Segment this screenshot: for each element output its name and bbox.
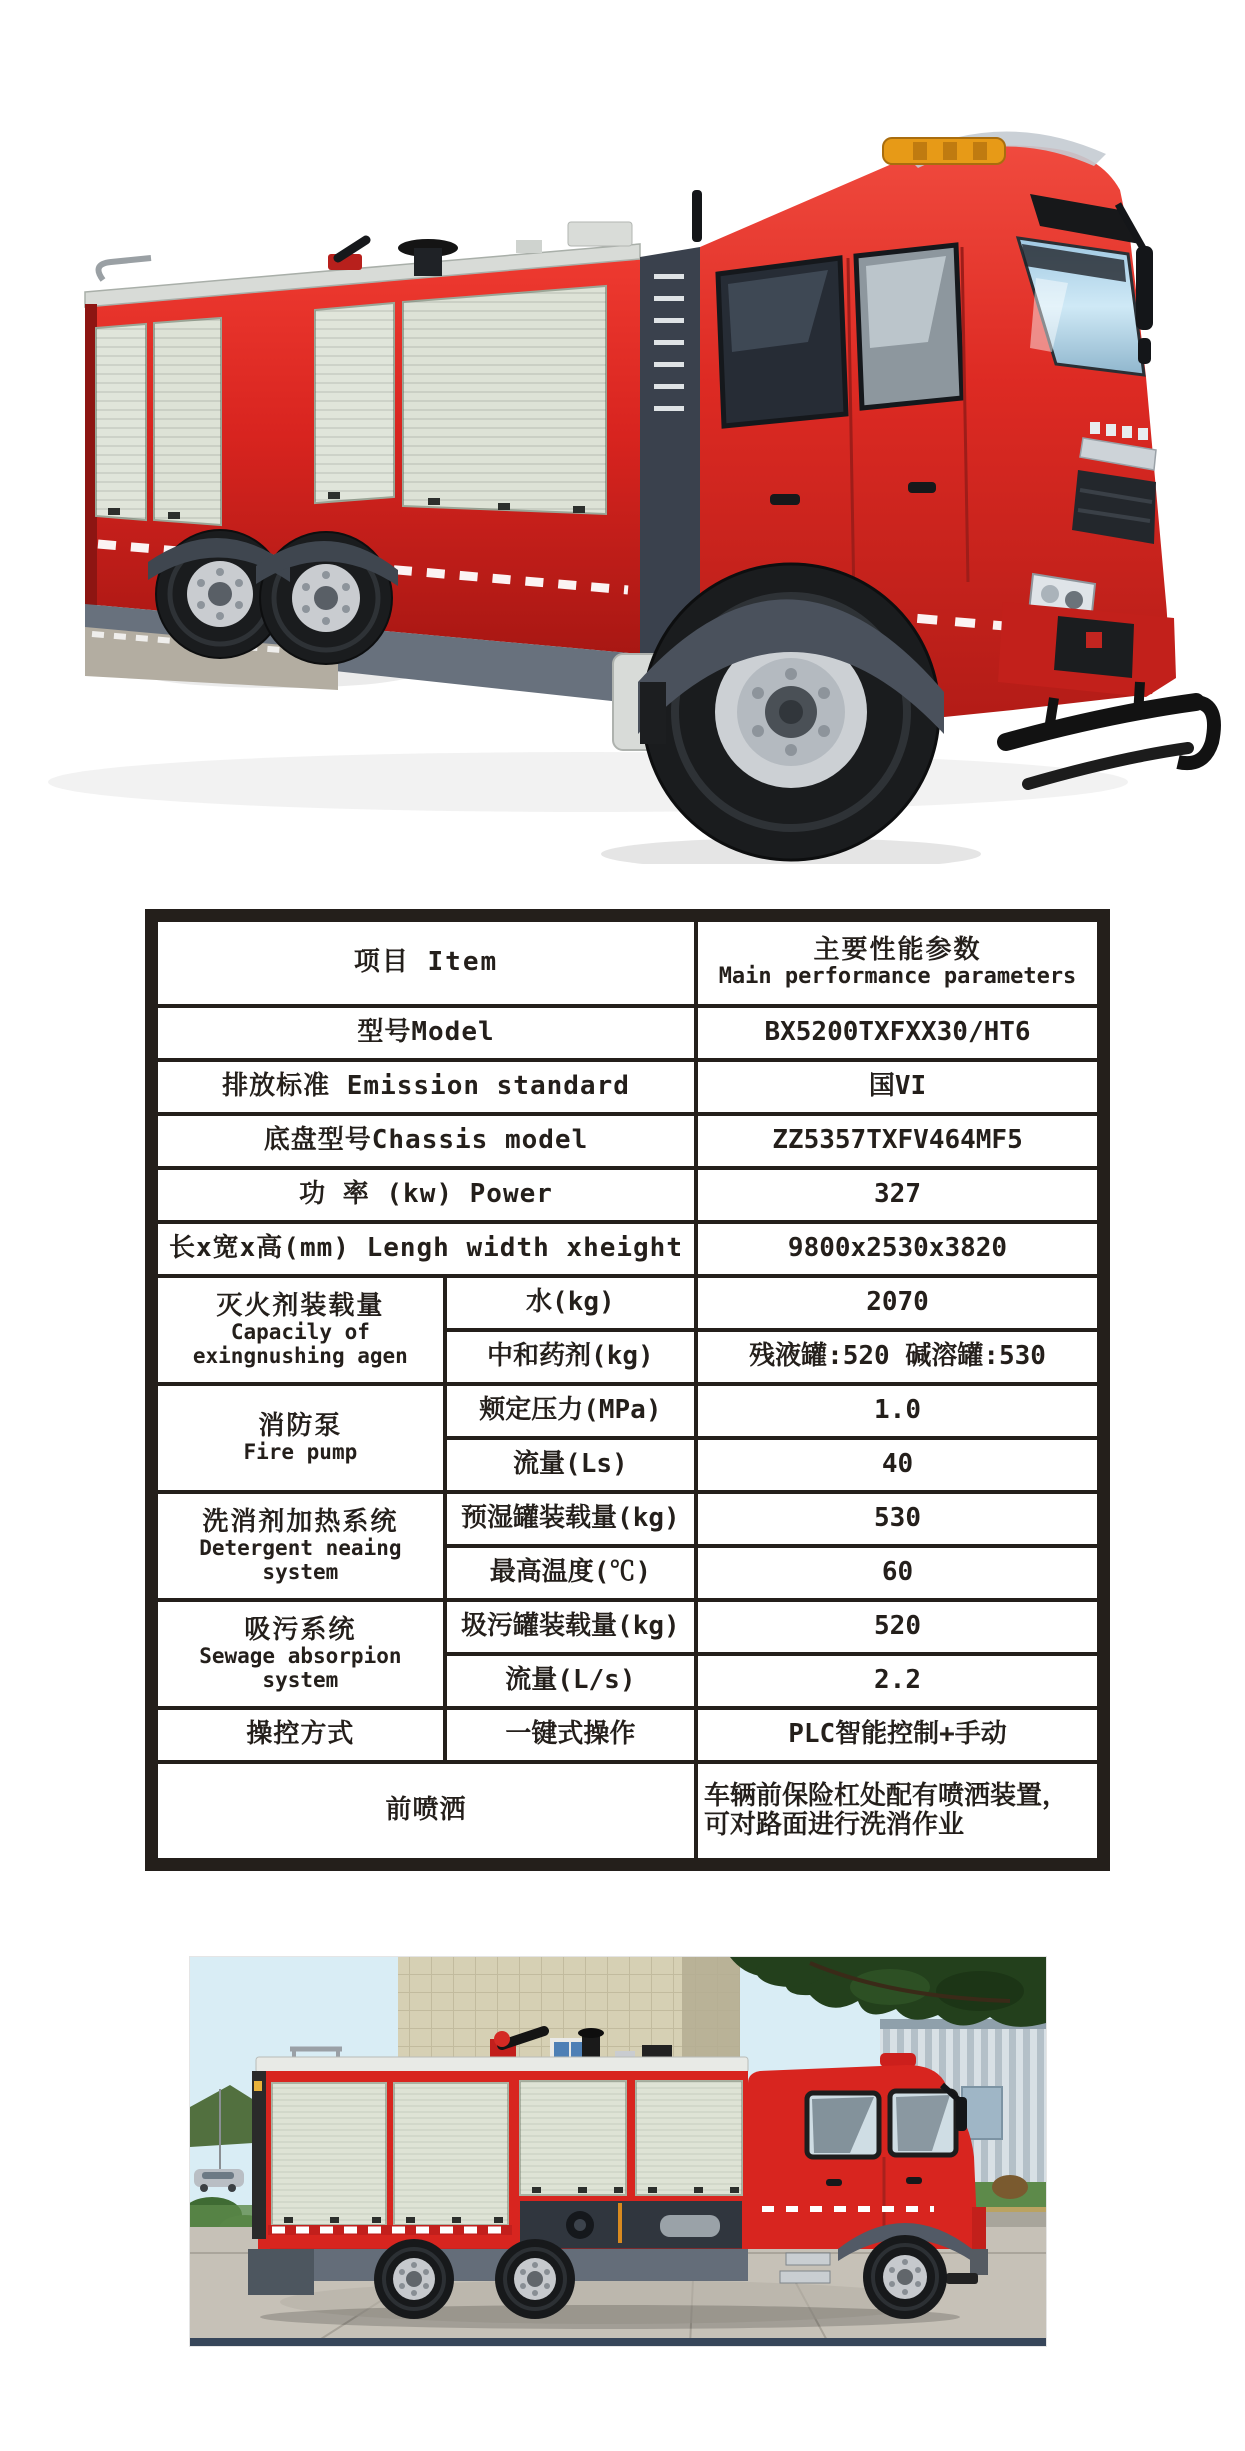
table-row <box>152 1168 1104 1222</box>
header-params-en: Main performance parameters <box>718 964 1077 990</box>
cell-group-sewage: 吸污系统 Sewage absorpion system <box>152 1600 445 1708</box>
table-row <box>152 1222 1104 1276</box>
table-row <box>152 916 1104 1007</box>
truck-photo-side <box>190 1957 1046 2346</box>
table-row <box>152 1006 1104 1060</box>
cell-maxtemp-value: 60 <box>696 1546 1103 1600</box>
cell-sewagetank-label: 圾污罐装载量(kg) <box>445 1600 696 1654</box>
table-row <box>152 1276 1104 1330</box>
table-row <box>152 1708 1104 1762</box>
cell-group-firepump: 消防泵 Fire pump <box>152 1384 445 1492</box>
table-row <box>152 1114 1104 1168</box>
cell-pumpflow-value: 40 <box>696 1438 1103 1492</box>
header-params-zh: 主要性能参数 <box>813 935 982 966</box>
cell-power-label: 功 率 (kw) Power <box>152 1168 697 1222</box>
cell-power-value: 327 <box>696 1168 1103 1222</box>
truck-photo-front-quarter <box>28 42 1223 864</box>
cell-pumpflow-label: 流量(Ls) <box>445 1438 696 1492</box>
front-wheel <box>638 564 944 860</box>
cell-chassis-label: 底盘型号Chassis model <box>152 1114 697 1168</box>
table-row <box>152 1600 1104 1654</box>
cell-maxtemp-label: 最高温度(℃) <box>445 1546 696 1600</box>
cell-sewageflow-label: 流量(L/s) <box>445 1654 696 1708</box>
cell-spray-value: 车辆前保险杠处配有喷洒装置，可对路面进行洗消作业 <box>696 1762 1103 1865</box>
table-row <box>152 1762 1104 1865</box>
cell-water-label: 水(kg) <box>445 1276 696 1330</box>
cell-control-label: 操控方式 <box>152 1708 445 1762</box>
cell-group-detergent: 洗消剂加热系统 Detergent neaing system <box>152 1492 445 1600</box>
cell-model-label: 型号Model <box>152 1006 697 1060</box>
cell-control-value: PLC智能控制+手动 <box>696 1708 1103 1762</box>
cell-emission-label: 排放标准 Emission standard <box>152 1060 697 1114</box>
cell-pressure-value: 1.0 <box>696 1384 1103 1438</box>
cell-prewet-value: 530 <box>696 1492 1103 1546</box>
cab-beacon <box>880 2053 916 2067</box>
spec-table <box>145 909 1110 1871</box>
cell-sewagetank-value: 520 <box>696 1600 1103 1654</box>
cell-pressure-label: 颊定压力(MPa) <box>445 1384 696 1438</box>
cell-header-item: 项目 Item <box>152 916 697 1007</box>
cell-sewageflow-value: 2.2 <box>696 1654 1103 1708</box>
cell-emission-value: 国VI <box>696 1060 1103 1114</box>
cell-model-value: BX5200TXFXX30/HT6 <box>696 1006 1103 1060</box>
table-row <box>152 1384 1104 1438</box>
cell-dimensions-label: 长x宽x高(mm) Lengh width xheight <box>152 1222 697 1276</box>
cell-neutralizer-value: 残液罐:520 碱溶罐:530 <box>696 1330 1103 1384</box>
cell-control-sub: 一键式操作 <box>445 1708 696 1762</box>
cell-dimensions-value: 9800x2530x3820 <box>696 1222 1103 1276</box>
cell-neutralizer-label: 中和药剂(kg) <box>445 1330 696 1384</box>
truck-shadow <box>260 2305 960 2329</box>
cell-spray-label: 前喷洒 <box>152 1762 697 1865</box>
table-row <box>152 1060 1104 1114</box>
cell-group-extinguishing: 灭火剂装载量 Capacily of exingnushing agen <box>152 1276 445 1384</box>
cell-chassis-value: ZZ5357TXFV464MF5 <box>696 1114 1103 1168</box>
cell-header-params <box>696 916 1103 1007</box>
table-row <box>152 1492 1104 1546</box>
cell-water-value: 2070 <box>696 1276 1103 1330</box>
cell-prewet-label: 预湿罐装载量(kg) <box>445 1492 696 1546</box>
side-truck <box>248 2028 988 2319</box>
